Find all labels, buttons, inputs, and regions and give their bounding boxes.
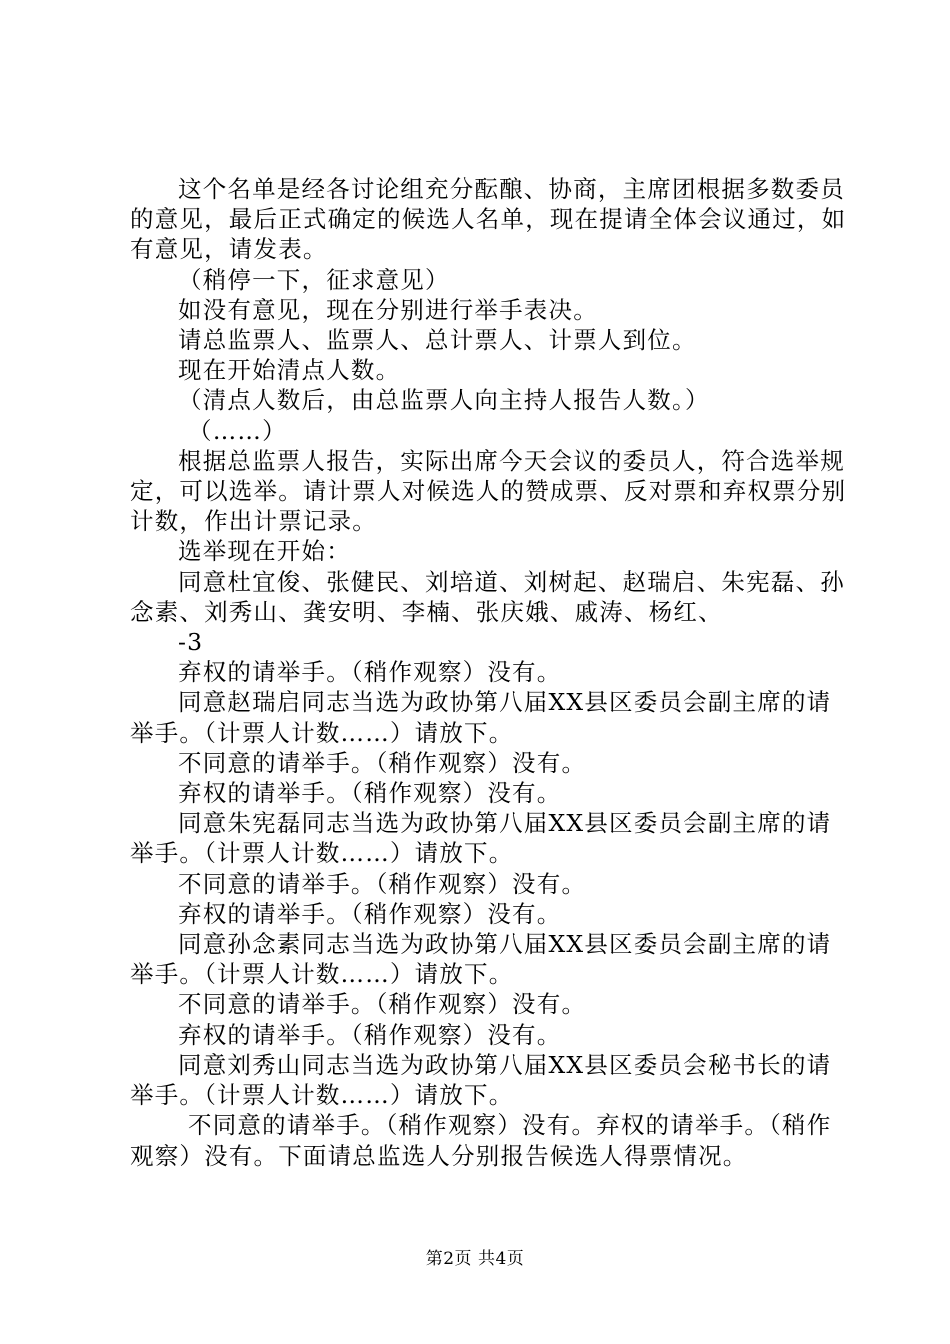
paragraph-17: 不同意的请举手。（稍作观察）没有。	[178, 869, 587, 898]
paragraph-15: 弃权的请举手。（稍作观察）没有。	[178, 779, 562, 808]
paragraph-22: 同意刘秀山同志当选为政协第八届XX县区委员会秘书长的请举手。（计票人计数……）请放下。	[130, 1050, 832, 1110]
paragraph-2: （稍停一下，征求意见）	[178, 265, 450, 294]
paragraph-20: 不同意的请举手。（稍作观察）没有。	[178, 990, 587, 1019]
paragraph-13: 同意赵瑞启同志当选为政协第八届XX县区委员会副主席的请举手。（计票人计数……）请放下。	[130, 688, 832, 747]
paragraph-1: 这个名单是经各讨论组充分酝酿、协商，主席团根据多数委员的意见，最后正式确定的候选人名单，现在提请全体会议通过，如有意见，请发表。	[130, 175, 847, 264]
paragraph-18: 弃权的请举手。（稍作观察）没有。	[178, 899, 562, 928]
paragraph-3: 如没有意见，现在分别进行举手表决。	[178, 295, 598, 324]
paragraph-23: 不同意的请举手。（稍作观察）没有。弃权的请举手。（稍作观察）没有。下面请总监选人分别报告候选人得票情况。	[130, 1111, 832, 1170]
paragraph-8: 根据总监票人报告，实际出席今天会议的委员人，符合选举规定，可以选举。请计票人对候选人的赞成票、反对票和弃权票分别计数，作出计票记录。	[130, 446, 847, 536]
paragraph-5: 现在开始清点人数。	[178, 356, 401, 385]
paragraph-11: -3	[178, 628, 204, 657]
paragraph-4: 请总监票人、监票人、总计票人、计票人到位。	[178, 326, 697, 355]
paragraph-16: 同意朱宪磊同志当选为政协第八届XX县区委员会副主席的请举手。（计票人计数……）请放下。	[130, 809, 832, 868]
page-number-label: 第2页 共4页	[425, 1249, 525, 1269]
paragraph-9: 选举现在开始：	[178, 537, 351, 566]
paragraph-19: 同意孙念素同志当选为政协第八届XX县区委员会副主席的请举手。（计票人计数……）请放下。	[130, 930, 832, 989]
paragraph-6: （清点人数后，由总监票人向主持人报告人数。）	[178, 386, 710, 415]
paragraph-7: （……）	[188, 416, 287, 445]
page-footer	[0, 1244, 950, 1269]
paragraph-10: 同意杜宜俊、张健民、刘培道、刘树起、赵瑞启、朱宪磊、孙念素、刘秀山、龚安明、李楠、张庆娥、戚涛、杨红、	[130, 567, 845, 626]
paragraph-21: 弃权的请举手。（稍作观察）没有。	[178, 1020, 562, 1049]
paragraph-12: 弃权的请举手。（稍作观察）没有。	[178, 658, 562, 687]
paragraph-14: 不同意的请举手。（稍作观察）没有。	[178, 748, 587, 777]
document-body	[130, 174, 850, 1171]
